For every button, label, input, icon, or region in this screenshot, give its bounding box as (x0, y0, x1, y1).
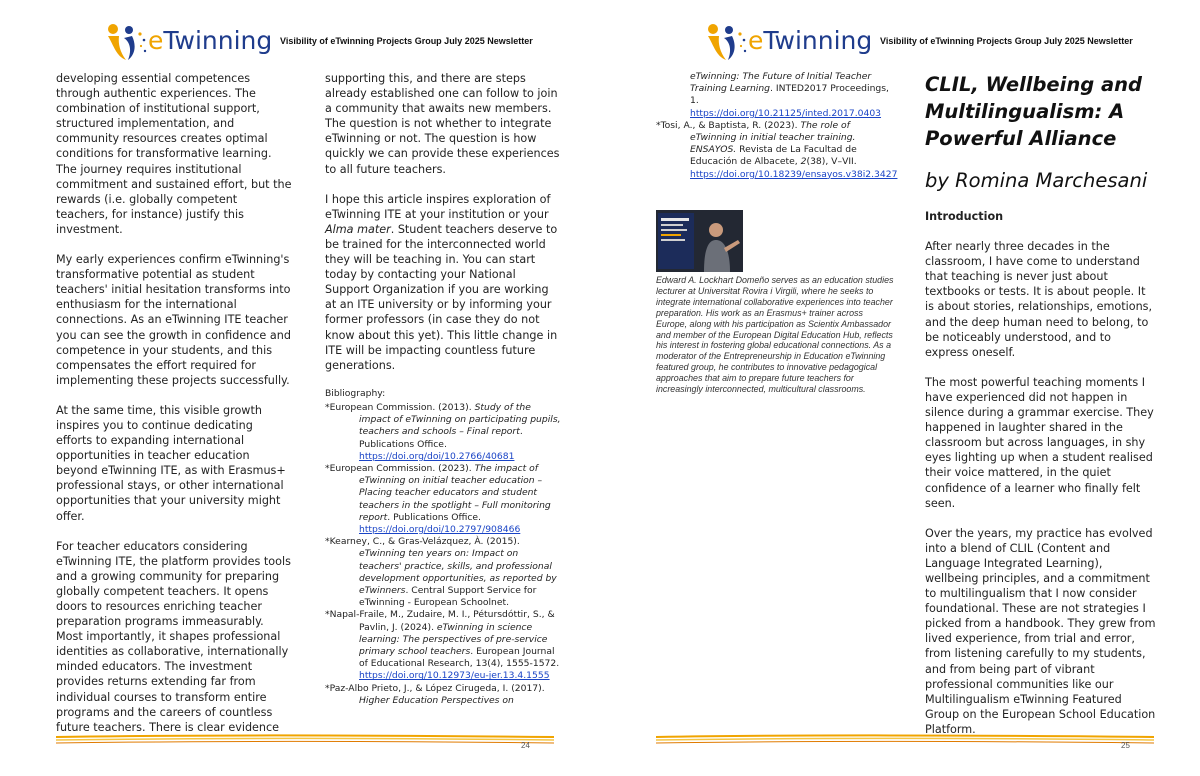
footer-decoration (56, 733, 554, 747)
paragraph: After nearly three decades in the classroom, I have come to understand that teaching is never just about textbooks or tests. It is about people. It is about stories, relationships, emotions, and the deep human need to belong, to be noticeably understood, and to express oneself. (925, 240, 1153, 359)
section-heading: Introduction (925, 210, 1004, 223)
text-column-2 (325, 71, 561, 707)
page-number: 24 (521, 741, 530, 750)
caption-text: Edward A. Lockhart Domeño serves as an education studies lecturer at Universitat Rovira i Virgili, where he seeks to integrate international collaborative experiences into teacher preparation. His work as an Erasmus+ trainer across Europe, along with his participation as Scientix Ambassador and member of the European Digital Education Hub, reflects his interest in fostering global educational connections. As a moderator of the Entrepreneurship in Education eTwinning featured group, he contributes to innovative pedagogical approaches that aim to prepare future teachers for increasingly interconnected, multicultural classrooms. (656, 275, 894, 395)
paragraph: At the same time, this visible growth inspires you to continue dedicating efforts to expanding international opportunities in teacher education beyond eTwinning ITE, as with Erasmus+ professional stays, or other international opportunities that your university might offer. (56, 403, 286, 523)
doi-link[interactable]: https://doi.org/doi/10.2797/908466 (359, 524, 521, 536)
article-title: CLIL, Wellbeing and Multilingualism: A Powerful Alliance (925, 73, 1142, 150)
bibliography-entry: eTwinning: The Future of Initial Teacher Training Learning. INTED2017 Proceedings, 1. https://doi.org/10.21125/inted.2017.0403 (690, 71, 889, 119)
doi-link[interactable]: https://doi.org/10.21125/inted.2017.0403 (690, 107, 882, 119)
author-caption (656, 275, 896, 410)
article-author: by Romina Marchesani (925, 169, 1148, 192)
paragraph: I hope this article inspires exploration of eTwinning ITE at your institution or your Alma mater. Student teachers deserve to be trained for the interconnected world they will be teaching in. You can start today by contacting your National Support Organization if you are working at an ITE university or by informing your former professors (in case they do not know about this yet). This little change in ITE will be impacting countless future generations. (325, 192, 558, 372)
logo-text: eTwinning (148, 26, 273, 55)
bibliography-continued (656, 71, 898, 181)
newsletter-title: Visibility of eTwinning Projects Group July 2025 Newsletter (880, 36, 1133, 46)
bibliography-heading: Bibliography: (325, 387, 386, 399)
doi-link[interactable]: https://doi.org/10.12973/eu-jer.13.4.1555 (359, 670, 550, 682)
paragraph: For teacher educators considering eTwinning ITE, the platform provides tools and a growing community for preparing globally competent teachers. It opens doors to resources enriching teacher preparation programs immeasurably. Most importantly, it shapes professional identities as collaborative, internationally minded educators. The investment provides returns extending far from individual courses to transform entire programs and the careers of countless future teachers. There is clear evidence (56, 539, 291, 734)
bibliography-entry: *Tosi, A., & Baptista, R. (2023). The role of eTwinning in initial teacher training. ENSAYOS. Revista de La Facultad de Educación de Albacete, 2(38), V–VII. https://doi.org/10.18239/ensayos.v38i2.3427 (656, 119, 898, 180)
article-column (925, 71, 1157, 752)
etwinning-logo (704, 20, 874, 64)
bibliography-entry: *Napal-Fraile, M., Zudaire, M. I., Pétursdóttir, S., & Pavlin, J. (2024). eTwinning in science learning: The perspectives of pre-service primary school teachers. European Journal of Educational Research, 13(4), 1555-1572. https://doi.org/10.12973/eu-jer.13.4.1555 (325, 609, 560, 682)
newsletter-title: Visibility of eTwinning Projects Group July 2025 Newsletter (280, 36, 533, 46)
paragraph: Over the years, my practice has evolved into a blend of CLIL (Content and Language Integrated Learning), wellbeing principles, and a commitment to multilingualism that I now consider foundational. These are not strategies I picked from a handbook. They grew from lived experience, from trial and error, from listening carefully to my students, and from being part of vibrant professional communities like our Multilingualism eTwinning Featured Group on the European School Education Platform. (925, 526, 1156, 736)
etwinning-logo-icon (104, 20, 150, 64)
bibliography-entry: *European Commission. (2023). The impact of eTwinning on initial teacher education – Placing teacher educators and student teachers in the spotlight – Full monitoring report. Publications Office. https://doi.org/doi/10.2797/908466 (325, 463, 551, 536)
paragraph: supporting this, and there are steps already established one can follow to join a community that awaits new members. The question is not whether to integrate eTwinning or not. The question is how quickly we can provide these experiences to all future teachers. (325, 72, 560, 176)
bibliography (325, 388, 561, 707)
text-column-1 (56, 71, 292, 750)
paragraph: The most powerful teaching moments I have experienced did not happen in silence during a grammar exercise. They happened in laughter shared in the classroom but across languages, in shy eyes lighting up when a student realised their voice mattered, in the quiet confidence of a learner who finally felt seen. (925, 375, 1154, 510)
page-25 (600, 0, 1200, 776)
paragraph: developing essential competences through authentic experiences. The combination of institutional support, structured implementation, and community resources creates optimal conditions for transformative learning. The journey requires institutional commitment and sustained effort, but the rewards (i.e. globally competent teachers, for instance) justify this investment. (56, 72, 292, 236)
author-photo (656, 210, 743, 272)
footer-decoration (656, 733, 1154, 747)
etwinning-logo-icon (704, 20, 750, 64)
logo-text: eTwinning (748, 26, 873, 55)
etwinning-logo (104, 20, 274, 64)
bibliography-entry: *Kearney, C., & Gras-Velázquez, À. (2015). eTwinning ten years on: Impact on teachers' practice, skills, and professional development opportunities, as reported by eTwinners. Central Support Service for eTwinning - European Schoolnet. (325, 536, 557, 609)
page-number: 25 (1121, 741, 1130, 750)
doi-link[interactable]: https://doi.org/10.18239/ensayos.v38i2.3427 (690, 168, 898, 180)
bibliography-entry: *Paz-Albo Prieto, J., & López Cirugeda, I. (2017). Higher Education Perspectives on (325, 682, 545, 706)
doi-link[interactable]: https://doi.org/doi/10.2766/40681 (359, 450, 515, 462)
bibliography-entry: *European Commission. (2013). Study of the impact of eTwinning on participating pupils, teachers and schools – Final report. Publications Office. https://doi.org/doi/10.2766/40681 (325, 401, 561, 462)
paragraph: My early experiences confirm eTwinning's transformative potential as student teachers' initial hesitation transforms into enthusiasm for the international connections. As an eTwinning ITE teacher you can see the growth in confidence and competence in your students, and this compensates the effort required for implementing these projects successfully. (56, 253, 291, 387)
